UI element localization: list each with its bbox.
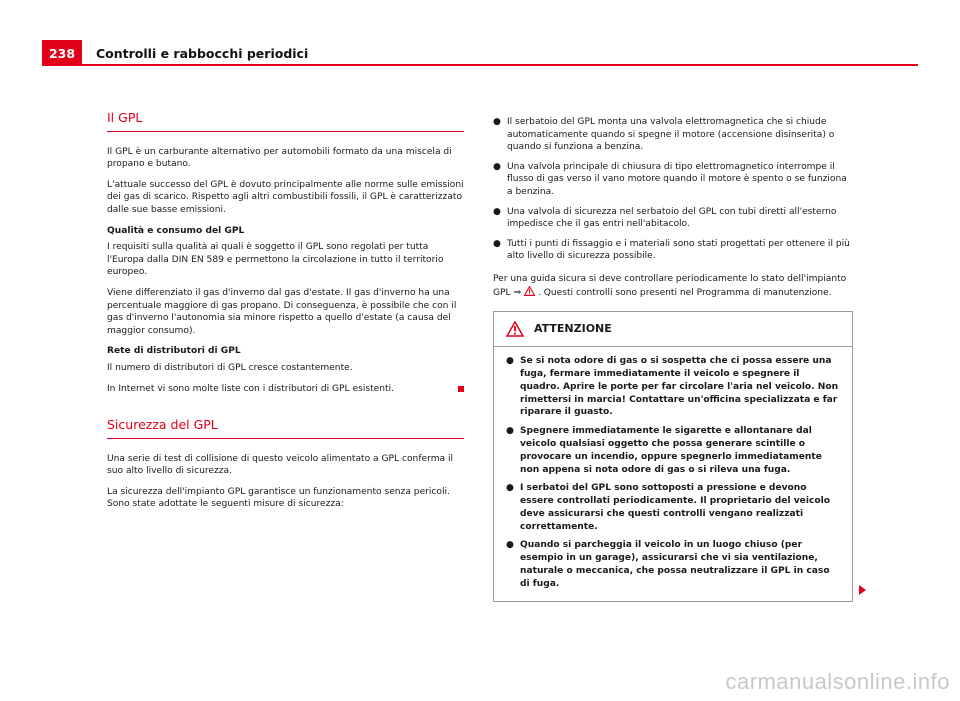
list-item-text: Il serbatoio del GPL monta una valvola elettromagnetica che si chiude automaticamente quando si spegne il motore (accensione disinserita) o quando si funziona a benzina. (507, 117, 835, 153)
paragraph: Il numero di distributori di GPL cresce costantemente. (107, 362, 353, 373)
list-item-text: Una valvola di sicurezza nel serbatoio del GPL con tubi diretti all'esterno impedisce che il gas entri nell'abitacolo. (507, 206, 837, 230)
bullet-icon: ● (506, 426, 514, 437)
paragraph-with-end-mark (107, 383, 464, 396)
warning-item-text: Spegnere immediatamente le sigarette e allontanare dal veicolo qualsiasi oggetto che possa generare scintille o provocare un incendio, oppure spegnerlo immediatamente non appena si nota odore di gas o si rileva una fuga. (520, 426, 822, 475)
paragraph: Viene differenziato il gas d'inverno dal gas d'estate. Il gas d'inverno ha una percentuale maggiore di gas propano. Di conseguenza, è possibile che con il gas d'inverno l'autonomia sia minore rispetto a quello d'estate (a causa del maggior consumo). (107, 287, 457, 336)
page-number: 238 (42, 40, 82, 66)
warning-item (506, 482, 842, 533)
warning-body (494, 347, 852, 601)
section-title-safety: Sicurezza del GPL (107, 419, 464, 439)
subheading-quality: Qualità e consumo del GPL (107, 225, 245, 236)
subheading-network: Rete di distributori di GPL (107, 346, 241, 357)
warning-header (494, 312, 852, 347)
bullet-icon: ● (506, 540, 514, 551)
list-item-text: Tutti i punti di fissaggio e i materiali sono stati progettati per ottenere il più alto livello di sicurezza possibile. (507, 238, 850, 262)
paragraph: L'attuale successo del GPL è dovuto principalmente alle norme sulle emissioni dei gas di scarico. Rispetto agli altri combustibili fossili, il GPL è caratterizzato dalle sue basse emissioni. (107, 179, 464, 215)
list-item (493, 116, 853, 154)
list-item (493, 238, 853, 263)
bullet-icon: ● (506, 356, 514, 367)
bullet-icon: ● (506, 483, 514, 494)
paragraph-text: . Questi controlli sono presenti nel Programma di manutenzione. (537, 287, 832, 298)
warning-item-text: Quando si parcheggia il veicolo in un luogo chiuso (per esempio in un garage), assicurarsi che vi sia ventilazione, naturale o meccanica, che possa neutralizzare il GPL in caso di fuga. (520, 540, 830, 589)
bullet-icon: ● (493, 117, 501, 127)
list-item (493, 206, 853, 231)
list-item (493, 161, 853, 199)
paragraph: In Internet vi sono molte liste con i distributori di GPL esistenti. (107, 383, 394, 394)
paragraph-text: Per una guida sicura si deve controllare periodicamente lo stato dell'impianto GPL ⇒ (493, 273, 847, 298)
paragraph-warning-reference (493, 273, 853, 299)
paragraph: Il GPL è un carburante alternativo per automobili formato da una miscela di propano e butano. (107, 146, 452, 170)
warning-reference-icon[interactable] (524, 286, 535, 296)
warning-item-text: I serbatoi del GPL sono sottoposti a pressione e devono essere controllati periodicamente. Il proprietario del veicolo deve assicurarsi che questi controlli vengano realizzati correttamente. (520, 483, 830, 532)
paragraph: La sicurezza dell'impianto GPL garantisce un funzionamento senza pericoli. Sono state adottate le seguenti misure di sicurezza: (107, 486, 450, 510)
left-column (107, 112, 464, 519)
paragraph: Una serie di test di collisione di questo veicolo alimentato a GPL conferma il suo alto livello di sicurezza. (107, 453, 454, 477)
warning-item (506, 425, 842, 476)
warning-item-text: Se si nota odore di gas o si sospetta che ci possa essere una fuga, fermare immediatamente il veicolo e spegnere il quadro. Aprire le porte per far circolare l'aria nel veicolo. Non rimettersi in marcia! Contattare un'officina specializzata e far riparare il guasto. (520, 356, 839, 418)
bullet-icon: ● (493, 161, 501, 172)
warning-item (506, 539, 842, 590)
page-header-title: Controlli e rabbocchi periodici (96, 46, 309, 61)
continue-arrow-icon (859, 585, 866, 595)
watermark: carmanualsonline.info (725, 669, 950, 694)
paragraph: I requisiti sulla qualità ai quali è soggetto il GPL sono regolati per tutta l'Europa dalla DIN EN 589 e permettono la circolazione in tutto il territorio europeo. (107, 242, 444, 278)
section-end-mark-icon (458, 386, 464, 392)
right-column (493, 116, 853, 602)
bullet-icon: ● (493, 206, 501, 217)
list-item-text: Una valvola principale di chiusura di tipo elettromagnetico interrompe il flusso di gas verso il vano motore quando il motore è spento o se funziona a benzina. (507, 161, 847, 197)
warning-triangle-icon (506, 321, 524, 337)
header-rule (82, 64, 918, 66)
bullet-icon: ● (493, 238, 501, 249)
warning-title: ATTENZIONE (534, 321, 612, 335)
warning-box (493, 311, 853, 602)
warning-item (506, 355, 842, 419)
section-title-gpl: Il GPL (107, 112, 464, 132)
